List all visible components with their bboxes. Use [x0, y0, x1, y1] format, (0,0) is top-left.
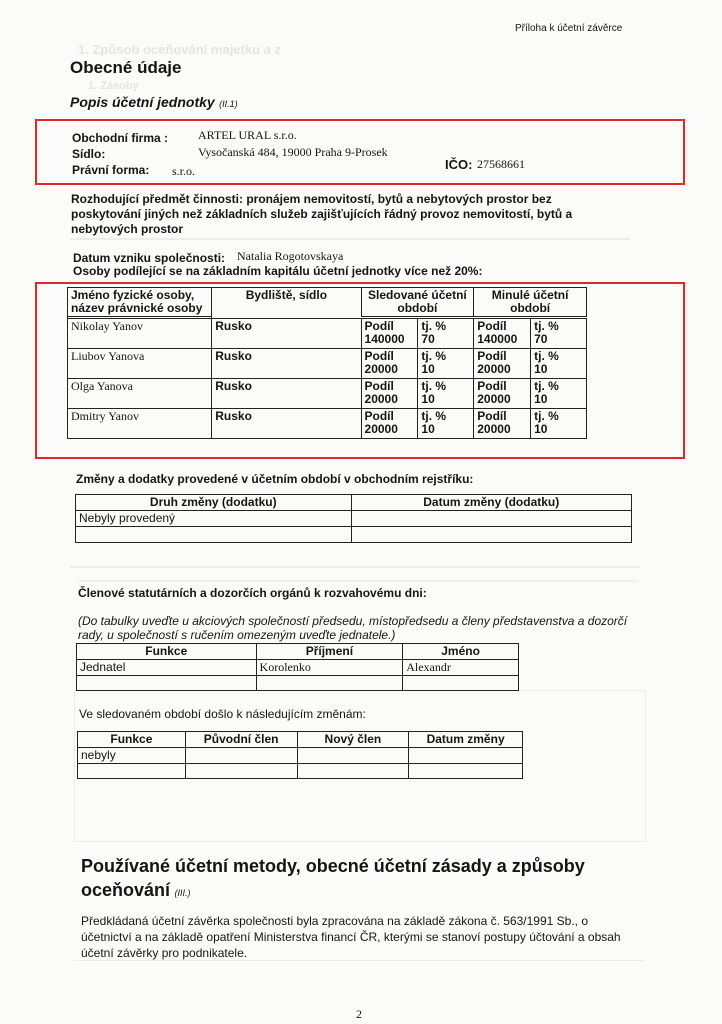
methods-title-line-2: oceňování [81, 880, 171, 900]
current-share-cell [361, 379, 418, 409]
table-row [68, 409, 587, 439]
cell-label: tj. % [421, 349, 447, 363]
cell-label: Podíl [477, 349, 507, 363]
current-pct-cell [418, 379, 474, 409]
section-title: Obecné údaje [70, 58, 182, 77]
previous-pct-cell [531, 319, 587, 349]
owner-residence-cell: Rusko [212, 319, 361, 349]
table-header-row [76, 495, 632, 511]
first-name-cell: Alexandr [403, 660, 519, 676]
owner-residence-cell: Rusko [212, 349, 361, 379]
table-row [78, 764, 523, 779]
bodies-heading: Členové statutárních a dozorčích orgánů k rozvahovému dni: [78, 586, 427, 600]
cell-value: 10 [534, 422, 548, 436]
activity-line-1: Rozhodující předmět činnosti: pronájem nemovitostí, bytů a nebytových prostor bez [71, 192, 552, 206]
cell-label: tj. % [534, 409, 559, 423]
cell-value: 20000 [477, 392, 511, 406]
previous-share-cell [474, 379, 531, 409]
col-header-name: Jméno fyzické osoby, název právnické osoby [68, 288, 212, 317]
col-header-function: Funkce [78, 732, 186, 748]
subsection-title: Popis účetní jednotky [70, 94, 215, 110]
col-header-current: Sledované účetní období [361, 288, 474, 317]
col-header-change-date: Datum změny [409, 732, 523, 748]
cell-label: tj. % [421, 319, 447, 333]
cell-label: Podíl [364, 349, 394, 363]
firm-label: Obchodní firma : [72, 131, 168, 145]
current-share-cell [361, 409, 418, 439]
table-row [76, 527, 632, 543]
methods-paragraph-line-2: účetnictví a na základě opatření Ministerstva financí ČR, kterými se stanoví postupy účtování a obsah [81, 930, 621, 944]
surname-cell: Korolenko [256, 660, 403, 676]
col-header-previous: Minulé účetní období [474, 288, 587, 317]
current-pct-cell [418, 409, 474, 439]
owner-name-cell: Dmitry Yanov [68, 409, 212, 439]
previous-share-cell [474, 319, 531, 349]
cell-value: 10 [421, 422, 435, 436]
cell-value: 10 [534, 392, 548, 406]
previous-pct-cell [531, 349, 587, 379]
bodies-note-line-2: rady, u společností s ručením omezeným uveďte jednatele.) [78, 628, 396, 642]
cell-label: Podíl [364, 379, 394, 393]
previous-pct-cell [531, 409, 587, 439]
table-row [77, 660, 519, 676]
table-row [78, 748, 523, 764]
cell-label: tj. % [534, 379, 559, 393]
cell-value: 140000 [364, 332, 405, 346]
previous-share-cell [474, 409, 531, 439]
table-row [68, 319, 587, 349]
owners-table-body [67, 318, 587, 439]
page-number: 2 [356, 1007, 362, 1021]
cell-value: 10 [534, 362, 548, 376]
table-row [77, 676, 519, 691]
cell-value: 10 [421, 362, 435, 376]
subsection-heading [70, 94, 238, 112]
cell-label: tj. % [421, 379, 447, 393]
table-row [68, 349, 587, 379]
cell-value: 70 [534, 332, 548, 346]
cell-value: 20000 [364, 422, 398, 436]
seat-label: Sídlo: [72, 147, 106, 161]
col-header-new-member: Nový člen [297, 732, 409, 748]
col-header-surname: Příjmení [256, 644, 403, 660]
subsection-ref: (II.1) [219, 99, 238, 109]
cell-label: Podíl [477, 319, 507, 333]
founded-value: Natalia Rogotovskaya [237, 249, 344, 263]
bleed-through-text: 1. Způsob oceňování majetku a z [78, 42, 281, 57]
bodies-note-line-1: (Do tabulky uveďte u akciových společností předsedu, místopředsedu a členy představenstva a dozorčí [78, 614, 628, 628]
cell-label: Podíl [477, 379, 507, 393]
owner-name-cell: Olga Yanova [68, 379, 212, 409]
previous-share-cell [474, 349, 531, 379]
col-header-change-type: Druh změny (dodatku) [76, 495, 352, 511]
cell-value: 140000 [477, 332, 518, 346]
cell-value: 20000 [477, 362, 511, 376]
current-share-cell [361, 349, 418, 379]
cell-label: Podíl [477, 409, 507, 423]
legal-form-value: s.r.o. [172, 164, 196, 178]
cell-value: 10 [421, 392, 435, 406]
activity-line-2: poskytování jiných než základních služeb zajišťujících řádný provoz nemovitostí, bytů a [71, 207, 573, 221]
owner-residence-cell: Rusko [212, 409, 361, 439]
owners-heading: Osoby podílející se na základním kapitálu účetní jednotky více než 20%: [73, 264, 483, 278]
cell-label: tj. % [534, 319, 559, 333]
cell-label: tj. % [421, 409, 447, 423]
firm-value: ARTEL URAL s.r.o. [198, 128, 297, 142]
current-share-cell [361, 319, 418, 349]
methods-ref: (III.) [174, 888, 191, 898]
activity-line-3: nebytových prostor [71, 222, 184, 236]
cell-value: 20000 [477, 422, 511, 436]
table-header-row [78, 732, 523, 748]
methods-paragraph-line-3: účetní závěrky pro podnikatele. [81, 946, 248, 960]
owners-table [67, 287, 587, 317]
table-header-row [77, 644, 519, 660]
current-pct-cell [418, 349, 474, 379]
founded-label: Datum vzniku společnosti: [73, 251, 226, 265]
legal-form-label: Právní forma: [72, 163, 150, 177]
cell-value: 70 [421, 332, 435, 346]
function-cell: nebyly [78, 748, 186, 764]
seat-value: Vysočanská 484, 19000 Praha 9-Prosek [198, 145, 388, 159]
cell-label: Podíl [364, 319, 394, 333]
cell-label: tj. % [534, 349, 559, 363]
cell-label: Podíl [364, 409, 394, 423]
bleed-through-text: 1. Zásoby [88, 80, 139, 92]
period-changes-table [77, 731, 523, 779]
table-row [76, 511, 632, 527]
header-note: Příloha k účetní závěrce [515, 23, 623, 34]
change-type-cell: Nebyly provedený [76, 511, 352, 527]
current-pct-cell [418, 319, 474, 349]
period-changes-heading: Ve sledovaném období došlo k následujícím změnám: [79, 707, 366, 721]
methods-title-line-2-wrap [81, 880, 190, 901]
owner-name-cell: Nikolay Yanov [68, 319, 212, 349]
cell-value: 20000 [364, 362, 398, 376]
ico-value: 27568661 [477, 157, 525, 171]
col-header-change-date: Datum změny (dodatku) [351, 495, 632, 511]
changes-heading: Změny a dodatky provedené v účetním období v obchodním rejstříku: [76, 472, 474, 486]
col-header-first-name: Jméno [403, 644, 519, 660]
methods-paragraph-line-1: Předkládaná účetní závěrka společnosti byla zpracována na základě zákona č. 563/1991 Sb., o [81, 914, 588, 928]
col-header-original-member: Původní člen [185, 732, 297, 748]
owner-name-cell: Liubov Yanova [68, 349, 212, 379]
function-cell: Jednatel [77, 660, 257, 676]
bodies-table [76, 643, 519, 691]
changes-table [75, 494, 632, 543]
col-header-residence: Bydliště, sídlo [212, 288, 361, 317]
owners-table-header-row [68, 288, 587, 317]
ico-label: IČO: [445, 157, 473, 172]
owner-residence-cell: Rusko [212, 379, 361, 409]
methods-title-line-1: Používané účetní metody, obecné účetní zásady a způsoby [81, 856, 585, 876]
previous-pct-cell [531, 379, 587, 409]
cell-value: 20000 [364, 392, 398, 406]
col-header-function: Funkce [77, 644, 257, 660]
table-row [68, 379, 587, 409]
